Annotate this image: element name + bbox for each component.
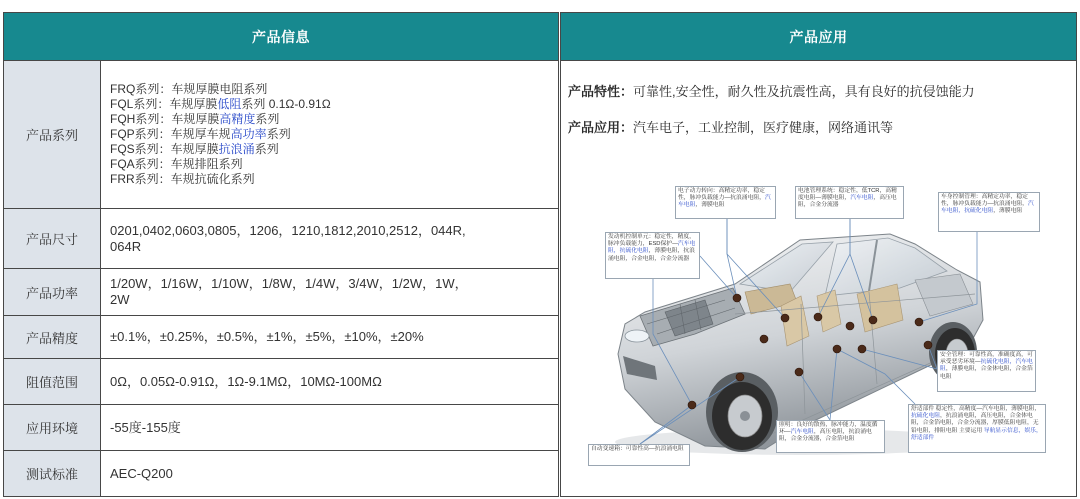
size-label: 产品尺寸 bbox=[4, 209, 101, 268]
marker-dot bbox=[795, 368, 803, 376]
series-line bbox=[110, 172, 558, 187]
callout-text: 发动机控制单元：稳定性，精度，脉冲负载能力，ESD保护— bbox=[608, 234, 695, 248]
headlight bbox=[625, 330, 649, 342]
resistance-label: 阻值范围 bbox=[4, 359, 101, 404]
callout-highlight: 汽车电阻 bbox=[678, 195, 771, 209]
callout-steering bbox=[675, 186, 776, 219]
marker-dot bbox=[924, 341, 932, 349]
environment-label: 应用环境 bbox=[4, 405, 101, 450]
callout-highlight: 抗硫化电阻 bbox=[911, 413, 940, 420]
series-line-text: FQS系列：车规厚膜 bbox=[110, 142, 219, 156]
marker-dot bbox=[781, 314, 789, 322]
series-label: 产品系列 bbox=[4, 61, 101, 208]
series-line bbox=[110, 157, 558, 172]
callout-comfort bbox=[908, 404, 1046, 453]
precision-label: 产品精度 bbox=[4, 316, 101, 358]
series-row bbox=[4, 60, 558, 208]
series-line-text: FQA系列：车规排阻系列 bbox=[110, 157, 243, 171]
car-application-diagram bbox=[585, 184, 1050, 474]
resistance-value-text: 0Ω，0.05Ω-0.91Ω，1Ω-9.1MΩ，10MΩ-100MΩ bbox=[110, 373, 382, 389]
callout-text: 安全管理：可靠性高，准确度高，可承受恶劣环境— bbox=[940, 352, 1033, 366]
callout-text: 车身控制管理：高精定功率，稳定性，脉冲负载能力—抗浪涌电阻， bbox=[941, 194, 1028, 208]
features-line bbox=[568, 84, 975, 100]
marker-dot bbox=[814, 313, 822, 321]
callout-text: ，薄膜电阻，合金体电阻，合金箔电阻 bbox=[940, 366, 1033, 380]
callout-text: ，薄膜电阻 bbox=[993, 208, 1023, 215]
environment-row bbox=[4, 404, 558, 450]
callout-text: 电池管理系统：稳定性，低TCR，高精度电阻—薄膜电阻， bbox=[798, 188, 897, 202]
series-line-highlight: 高功率 bbox=[230, 127, 267, 141]
series-line-suffix: 系列 0.1Ω-0.91Ω bbox=[241, 97, 331, 111]
environment-value bbox=[101, 405, 558, 450]
marker-dot bbox=[833, 345, 841, 353]
series-line bbox=[110, 142, 558, 157]
marker-dot bbox=[688, 401, 696, 409]
callout-text: ，薄膜电阻，抗浪涌电阻，合金电阻，合金分流器 bbox=[608, 248, 695, 262]
marker-dot bbox=[736, 373, 744, 381]
power-value-line: 2W bbox=[110, 292, 130, 307]
resistance-row bbox=[4, 358, 558, 404]
front-wheel-hub bbox=[740, 411, 750, 421]
series-line-text: FQH系列：车规厚膜 bbox=[110, 112, 220, 126]
callout-text: ，抗浪涌电阻，高压电阻，合金体电阻，合金箔电阻，合金分流器，厚膜低阻电阻，无铅电阻，排阻电阻 主要运用 bbox=[911, 413, 1039, 434]
callout-engine-control bbox=[605, 232, 700, 279]
series-line-highlight: 低阻 bbox=[217, 97, 242, 111]
series-line-suffix: 系列 bbox=[255, 112, 280, 126]
callout-text: 电子动力转向：高精定功率，稳定性，脉冲负载能力—抗浪涌电阻， bbox=[678, 188, 765, 202]
applications-value: 汽车电子，工业控制，医疗健康，网络通讯等 bbox=[633, 120, 894, 135]
product-application-table bbox=[560, 12, 1077, 497]
series-line-text: FRQ系列：车规厚膜电阻系列 bbox=[110, 82, 268, 96]
marker-dot bbox=[733, 294, 741, 302]
power-row bbox=[4, 268, 558, 315]
callout-text: 舒适部件 稳定性，高精度—汽车电阻，薄膜电阻， bbox=[911, 406, 1041, 412]
callout-highlight: 汽车电阻 bbox=[850, 195, 874, 202]
series-line-suffix: 系列 bbox=[254, 142, 279, 156]
power-value bbox=[101, 269, 558, 315]
marker-dot bbox=[846, 322, 854, 330]
precision-value bbox=[101, 316, 558, 358]
features-label: 产品特性： bbox=[568, 84, 634, 99]
resistance-value bbox=[101, 359, 558, 404]
callout-text: 自动变速箱：可靠性高—抗浪涌电阻 bbox=[591, 446, 684, 452]
product-info-header: 产品信息 bbox=[4, 13, 558, 60]
size-value bbox=[101, 209, 558, 268]
series-line-text: FRR系列：车规抗硫化系列 bbox=[110, 172, 255, 186]
callout-highlight: 汽车电阻，抗硫化电阻 bbox=[941, 201, 1034, 215]
standard-label: 测试标准 bbox=[4, 451, 101, 496]
callout-highlight: 导航显示信息，娱乐，舒适部件 bbox=[911, 427, 1042, 441]
marker-dot bbox=[858, 345, 866, 353]
applications-label: 产品应用： bbox=[568, 120, 634, 135]
series-line-highlight: 高精度 bbox=[219, 112, 256, 126]
environment-value-text: -55度-155度 bbox=[110, 419, 181, 435]
marker-dot bbox=[915, 318, 923, 326]
callout-transmission bbox=[588, 444, 690, 466]
marker-dot bbox=[760, 335, 768, 343]
applications-line bbox=[568, 120, 893, 136]
precision-row bbox=[4, 315, 558, 358]
series-line bbox=[110, 127, 558, 142]
size-value-line: 0201,0402,0603,0805，1206，1210,1812,2010,2512，044R, bbox=[110, 222, 466, 238]
standard-row bbox=[4, 450, 558, 496]
series-value bbox=[101, 61, 558, 208]
series-line-text: FQP系列：车规厚车规 bbox=[110, 127, 231, 141]
power-label: 产品功率 bbox=[4, 269, 101, 315]
product-application-header: 产品应用 bbox=[561, 13, 1076, 60]
standard-value bbox=[101, 451, 558, 496]
series-line-highlight: 抗浪涌 bbox=[218, 142, 255, 156]
series-line bbox=[110, 82, 558, 97]
callout-battery-management bbox=[795, 186, 904, 219]
series-line-text: FQL系列：车规厚膜 bbox=[110, 97, 218, 111]
callout-highlight: 汽车电阻 bbox=[790, 429, 814, 436]
callout-text: ，薄膜电阻 bbox=[695, 202, 725, 209]
callout-text: 照明：良好的散热，脉冲能力，温度循环— bbox=[779, 422, 878, 436]
standard-value-text: AEC-Q200 bbox=[110, 465, 173, 481]
callout-safety bbox=[937, 350, 1036, 392]
callout-highlight: 抗硫化电阻，汽车电阻 bbox=[940, 359, 1033, 373]
size-row bbox=[4, 208, 558, 268]
precision-value-text: ±0.1%，±0.25%，±0.5%，±1%，±5%，±10%，±20% bbox=[110, 329, 424, 344]
power-value-line: 1/20W，1/16W，1/10W，1/8W，1/4W，3/4W，1/2W，1W， bbox=[110, 276, 468, 291]
series-line bbox=[110, 97, 558, 112]
callout-body-control bbox=[938, 192, 1040, 232]
series-line bbox=[110, 112, 558, 127]
size-value-line: 064R bbox=[110, 238, 142, 254]
series-line-suffix: 系列 bbox=[266, 127, 291, 141]
callout-lighting bbox=[776, 420, 885, 453]
marker-dot bbox=[869, 316, 877, 324]
callout-text: ，高压电阻，合金分流器 bbox=[798, 195, 897, 209]
callout-highlight: 汽车电阻，抗硫化电阻 bbox=[608, 241, 696, 255]
features-value: 可靠性,安全性，耐久性及抗震性高，具有良好的抗侵蚀能力 bbox=[633, 84, 975, 99]
callout-text: ，高压电阻，抗浪涌电阻，合金分流器，合金箔电阻 bbox=[779, 429, 872, 443]
product-info-table bbox=[3, 12, 559, 497]
